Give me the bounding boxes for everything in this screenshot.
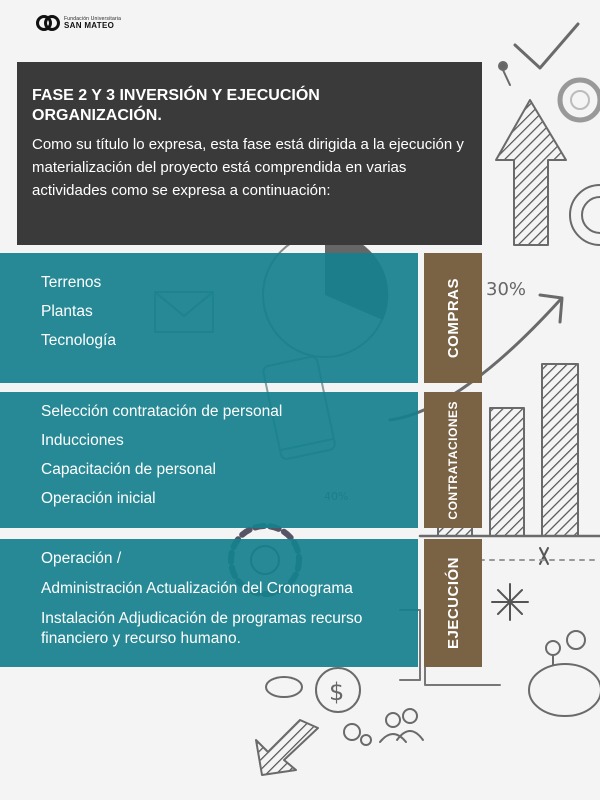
spark-icon (492, 548, 548, 620)
list-item: Instalación Adjudicación de programas recurso financiero y recurso humano. (41, 610, 363, 647)
tab-compras-label: COMPRAS (444, 277, 462, 359)
arrow-up-icon (496, 100, 566, 245)
people-icon (380, 709, 423, 742)
lightbulb-icon (567, 631, 585, 649)
target-icon (570, 185, 600, 245)
tab-contrataciones-label: CONTRATACIONES (446, 400, 460, 520)
list-item: Plantas (41, 303, 93, 320)
section-ejecucion (0, 539, 418, 667)
intro-paragraph: Como su título lo expresa, esta fase está dirigida a la ejecución y materialización del proyecto está comprendida en varias actividades como se expresa a continuación: (32, 136, 464, 199)
list-item: Inducciones (41, 432, 124, 449)
logo-big-text: SAN MATEO (64, 20, 115, 30)
list-item: Tecnología (41, 332, 116, 349)
compras-list (0, 253, 418, 351)
dollar-symbol: $ (329, 678, 345, 706)
pin-icon (499, 62, 510, 85)
header-box (17, 62, 482, 245)
tab-compras (424, 253, 482, 383)
list-item: Administración Actualización del Cronograma (41, 580, 353, 597)
page-title: FASE 2 Y 3 INVERSIÓN Y EJECUCIÓN ORGANIZACIÓN. (32, 87, 320, 124)
list-item: Capacitación de personal (41, 461, 216, 478)
section-compras (0, 253, 418, 383)
section-contrataciones (0, 392, 418, 528)
list-item: Terrenos (41, 274, 102, 291)
logo-mark-icon (36, 14, 60, 32)
list-item: Operación inicial (41, 490, 156, 507)
tab-contrataciones (424, 392, 482, 528)
logo (36, 14, 121, 32)
speech-bubble-icon (266, 677, 302, 697)
percent-label: 30% (486, 279, 527, 300)
list-item: Selección contratación de personal (41, 403, 283, 420)
arrow-down-icon (256, 720, 318, 775)
checkmark-icon (515, 24, 578, 68)
list-item: Operación / (41, 550, 122, 567)
ejecucion-list (0, 539, 418, 649)
contrataciones-list (0, 392, 418, 509)
piggy-bank-icon (529, 641, 600, 716)
ring-icon (560, 80, 600, 120)
tab-ejecucion (424, 539, 482, 667)
tab-ejecucion-label: EJECUCIÓN (444, 556, 462, 650)
logo-small-text: Fundación Universitaria (64, 15, 122, 22)
gears-small-icon (344, 724, 371, 745)
